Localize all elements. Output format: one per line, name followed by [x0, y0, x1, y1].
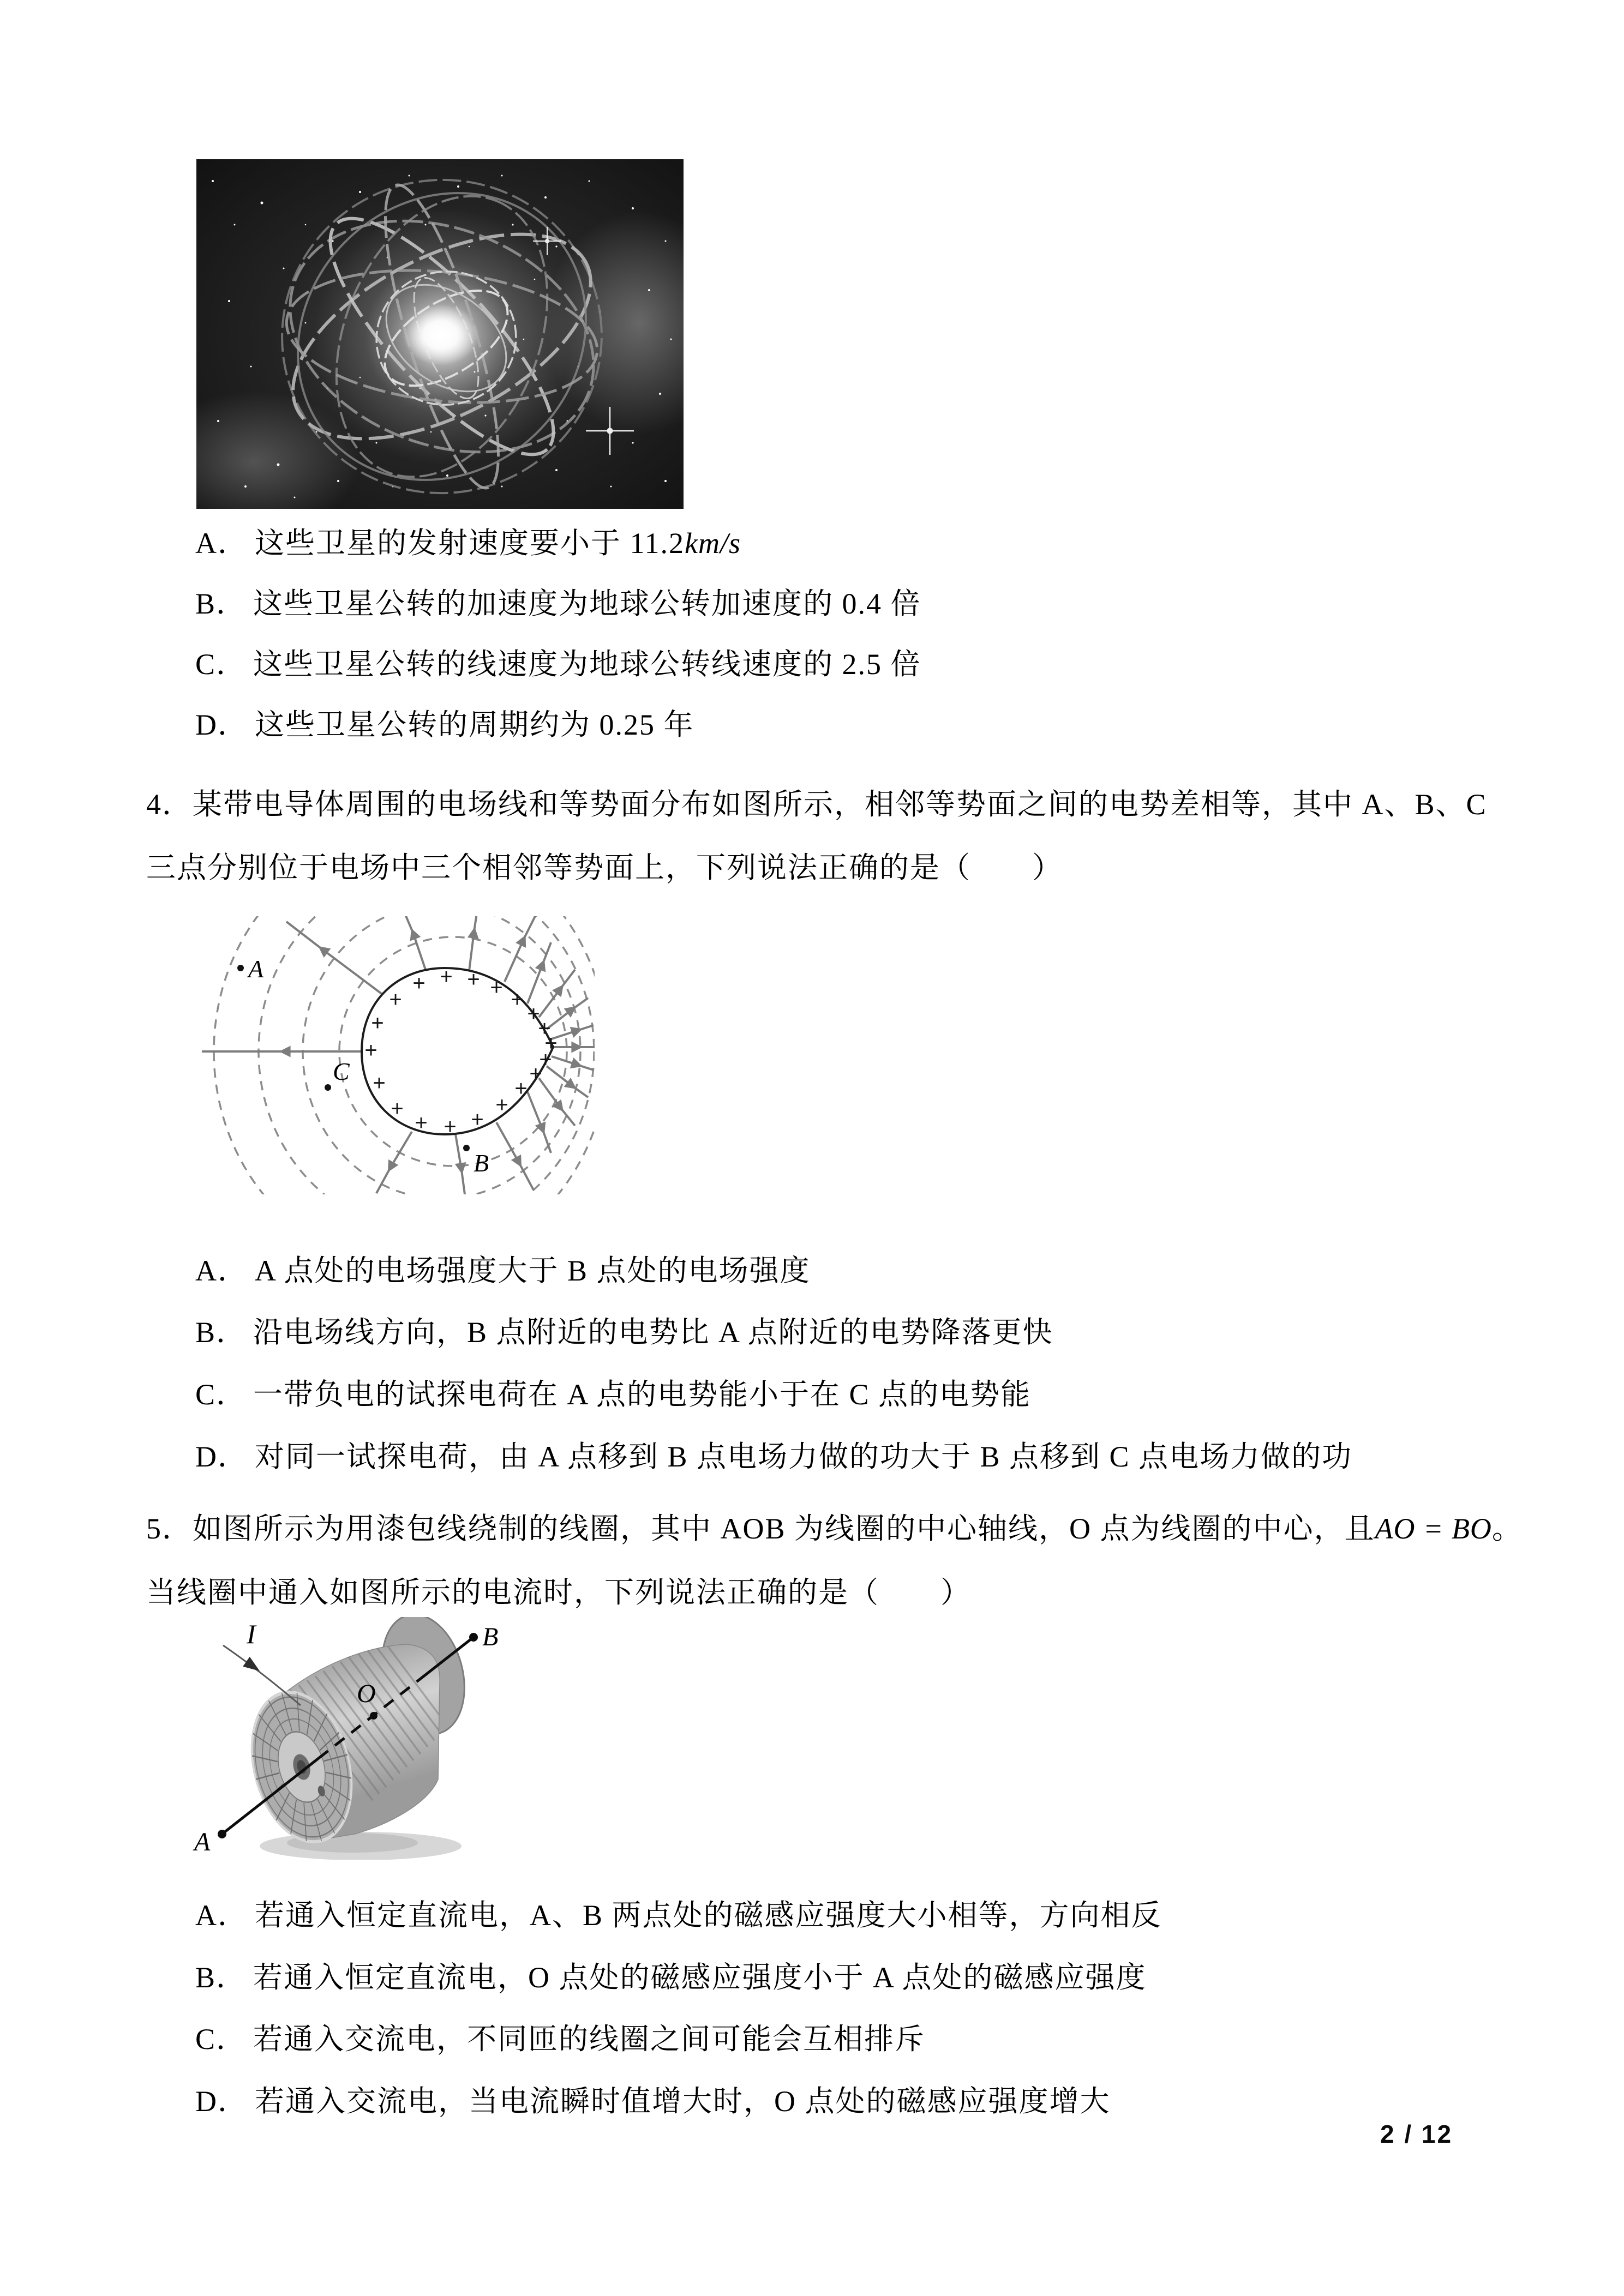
svg-text:+: +: [511, 988, 524, 1012]
point-b-dot: [463, 1145, 470, 1151]
svg-text:+: +: [544, 1031, 558, 1055]
current-label: I: [247, 1619, 256, 1649]
q5-stem-line1: [146, 1511, 1523, 1548]
option-text: 这些卫星的发射速度要小于 11.2: [255, 527, 685, 560]
coil-spool-figure: [189, 1617, 511, 1860]
point-b-label: B: [482, 1622, 499, 1651]
svg-text:+: +: [371, 1011, 384, 1035]
svg-text:+: +: [412, 971, 426, 995]
svg-text:+: +: [373, 1071, 386, 1095]
svg-text:+: +: [471, 1108, 484, 1132]
point-c-dot: [325, 1084, 331, 1091]
q5-stem-line2: 当线圈中通入如图所示的电流时，下列说法正确的是（ ）: [146, 1576, 971, 1609]
point-c-label: C: [333, 1057, 350, 1085]
point-b-label: B: [474, 1149, 489, 1177]
option-text: 沿电场线方向，B 点附近的电势比 A 点附近的电势降落更快: [253, 1316, 1053, 1349]
option-text: 这些卫星公转的线速度为地球公转线速度的 2.5 倍: [253, 648, 921, 681]
svg-text:+: +: [514, 1077, 528, 1101]
option-text: 若通入恒定直流电，A、B 两点处的磁感应强度大小相等，方向相反: [255, 1899, 1162, 1932]
point-o-label: O: [357, 1679, 376, 1708]
option-text: 若通入恒定直流电，O 点处的磁感应强度小于 A 点处的磁感应强度: [253, 1961, 1147, 1994]
q3-option-d: [195, 707, 694, 744]
option-letter: B．: [195, 1316, 247, 1349]
current-lead-wire: [223, 1645, 301, 1705]
option-text: 一带负电的试探电荷在 A 点的电势能小于在 C 点的电势能: [253, 1378, 1032, 1411]
point-a-dot: [218, 1830, 226, 1838]
q5-option-c: [195, 2021, 925, 2058]
q4-option-c: [195, 1377, 1031, 1414]
svg-text:+: +: [444, 1115, 457, 1139]
q5-option-d: [195, 2083, 1111, 2120]
svg-text:+: +: [538, 1017, 551, 1041]
q5-option-b: [195, 1960, 1147, 1997]
option-letter: A．: [195, 1254, 248, 1287]
option-text: A 点处的电场强度大于 B 点处的电场强度: [255, 1254, 811, 1287]
q5-stem-pre: 5．如图所示为用漆包线绕制的线圈，其中 AOB 为线圈的中心轴线，O 点为线圈的中心，且: [146, 1512, 1375, 1545]
q5-option-a: [195, 1897, 1162, 1934]
q5-stem-math: AO = BO: [1375, 1512, 1492, 1545]
option-math: km/s: [685, 527, 741, 560]
option-letter: C．: [195, 648, 247, 681]
svg-text:+: +: [415, 1111, 428, 1135]
page-number: 2 / 12: [1380, 2120, 1453, 2148]
svg-text:+: +: [539, 1048, 552, 1072]
point-a-label: A: [248, 955, 264, 983]
coil-figure-svg: [189, 1617, 511, 1860]
svg-text:+: +: [440, 965, 453, 989]
q3-option-c: [195, 646, 921, 683]
svg-text:+: +: [529, 1062, 542, 1086]
satellite-constellation-image: [196, 159, 684, 509]
svg-text:+: +: [527, 1002, 540, 1026]
option-letter: D．: [195, 2085, 248, 2118]
q4-option-d: [195, 1439, 1352, 1476]
q4-option-a: [195, 1253, 811, 1290]
point-a-dot: [237, 965, 244, 971]
svg-text:+: +: [364, 1038, 377, 1062]
q3-option-b: [195, 586, 921, 623]
point-o-dot: [370, 1712, 377, 1720]
svg-text:+: +: [495, 1093, 508, 1117]
q4-option-b: [195, 1314, 1053, 1351]
option-letter: C．: [195, 1378, 247, 1411]
q4-stem-line1: 4．某带电导体周围的电场线和等势面分布如图所示，相邻等势面之间的电势差相等，其中 A、B、C: [146, 788, 1487, 821]
option-letter: D．: [195, 1440, 248, 1473]
point-b-dot: [469, 1633, 478, 1642]
option-text: 若通入交流电，当电流瞬时值增大时，O 点处的磁感应强度增大: [255, 2085, 1111, 2118]
point-a-label: A: [194, 1828, 211, 1856]
option-letter: A．: [195, 527, 248, 560]
field-diagram-svg: [196, 916, 595, 1194]
option-letter: B．: [195, 587, 247, 620]
option-letter: A．: [195, 1899, 248, 1932]
q3-option-a: [195, 525, 741, 562]
option-letter: C．: [195, 2023, 247, 2055]
q5-stem-post: 。: [1491, 1512, 1523, 1545]
option-text: 这些卫星公转的加速度为地球公转加速度的 0.4 倍: [253, 587, 921, 620]
q4-stem-line2: 三点分别位于电场中三个相邻等势面上，下列说法正确的是（ ）: [146, 851, 1063, 884]
svg-text:+: +: [467, 967, 480, 991]
svg-text:+: +: [391, 1097, 404, 1121]
svg-text:+: +: [490, 976, 503, 1000]
option-text: 这些卫星公转的周期约为 0.25 年: [255, 708, 694, 741]
option-text: 若通入交流电，不同匝的线圈之间可能会互相排斥: [253, 2023, 926, 2055]
svg-text:+: +: [389, 988, 402, 1012]
option-letter: D．: [195, 708, 248, 741]
option-text: 对同一试探电荷，由 A 点移到 B 点电场力做的功大于 B 点移到 C 点电场力做的功: [255, 1440, 1353, 1473]
electric-field-diagram: [196, 916, 595, 1194]
satellite-image-svg: [196, 159, 684, 509]
option-letter: B．: [195, 1961, 247, 1994]
